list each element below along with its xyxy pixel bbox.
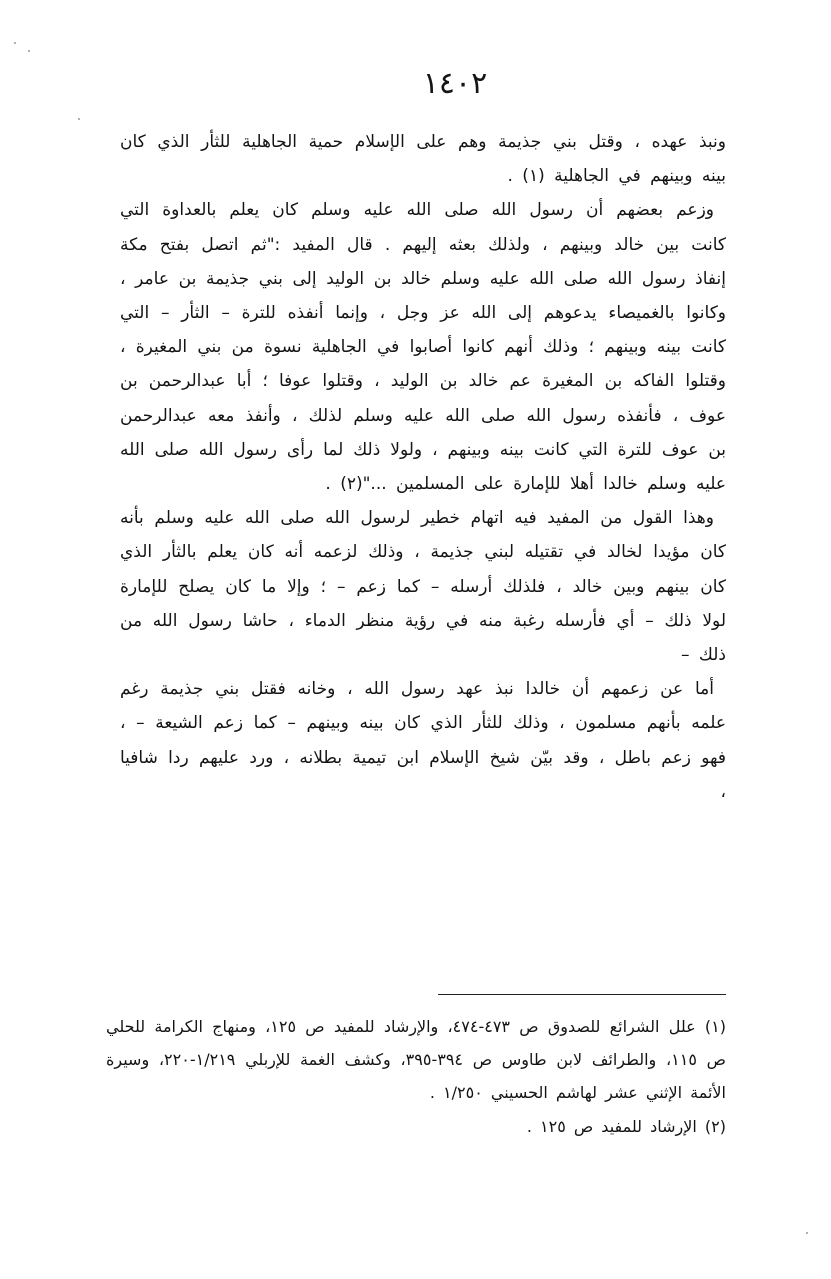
- scan-speck: [806, 1232, 808, 1234]
- paragraph-3: وهذا القول من المفيد فيه اتهام خطير لرسول الله صلى الله عليه وسلم بأنه كان مؤيدا لخالد في تقتيله لبني جذيمة ، وذلك لزعمه أنه كان يعلم بالثأر الذي كان بينهم وبين خالد ، فلذلك أرسله – كما زعم – ؛ وإلا ما كان يصلح للإمارة لولا ذلك – أي فأرسله رغبة منه في رؤية منظر الدماء ، حاشا رسول الله من ذلك –: [120, 508, 726, 666]
- paragraph-1: ونبذ عهده ، وقتل بني جذيمة وهم على الإسلام حمية الجاهلية للثأر الذي كان بينه وبينهم في الجاهلية (١) .: [120, 132, 726, 187]
- scan-speck: [28, 50, 30, 52]
- paragraph-2: وزعم بعضهم أن رسول الله صلى الله عليه وسلم كان يعلم بالعداوة التي كانت بين خالد وبينهم ، ولذلك بعثه إليهم . قال المفيد :"ثم اتصل بفتح مكة إنفاذ رسول الله صلى الله عليه وسلم خالد بن الوليد إلى بني جذيمة بن عامر ، وكانوا بالغميصاء يدعوهم إلى الله عز وجل ، وإنما أنفذه للترة – الثأر – التي كانت بينه وبينهم ؛ وذلك أنهم كانوا أصابوا في الجاهلية نسوة من بني المغيرة ، وقتلوا الفاكه بن المغيرة عم خالد بن الوليد ، وقتلوا عوفا ؛ أبا عبدالرحمن بن عوف ، فأنفذه رسول الله صلى الله عليه وسلم لذلك ، وأنفذ معه عبدالرحمن بن عوف للترة التي كانت بينه وبينهم ، ولولا ذلك لما رأى رسول الله صلى الله عليه وسلم خالدا أهلا للإمارة على المسلمين ..."(٢) .: [120, 200, 726, 495]
- main-text: [120, 125, 726, 809]
- footnotes: [106, 1010, 726, 1143]
- paragraph-4: أما عن زعمهم أن خالدا نبذ عهد رسول الله ، وخانه فقتل بني جذيمة رغم علمه بأنهم مسلمون ، وذلك للثأر الذي كان بينه وبينهم – كما زعم الشيعة – ، فهو زعم باطل ، وقد بيّن شيخ الإسلام ابن تيمية بطلانه ، ورد عليهم ردا شافيا ،: [120, 679, 726, 802]
- footnote-1: (١) علل الشرائع للصدوق ص ٤٧٣-٤٧٤، والإرشاد للمفيد ص ١٢٥، ومنهاج الكرامة للحلي ص ١١٥، والطرائف لابن طاوس ص ٣٩٤-٣٩٥، وكشف الغمة للإربلي ١/٢١٩-٢٢٠، وسيرة الأئمة الإثني عشر لهاشم الحسيني ١/٢٥٠ .: [106, 1017, 727, 1103]
- scan-speck: [14, 42, 16, 44]
- footnote-2: (٢) الإرشاد للمفيد ص ١٢٥ .: [526, 1116, 726, 1136]
- page-number: ١٤٠٢: [422, 66, 488, 101]
- footnote-separator: [438, 994, 726, 995]
- scan-speck: [78, 118, 80, 120]
